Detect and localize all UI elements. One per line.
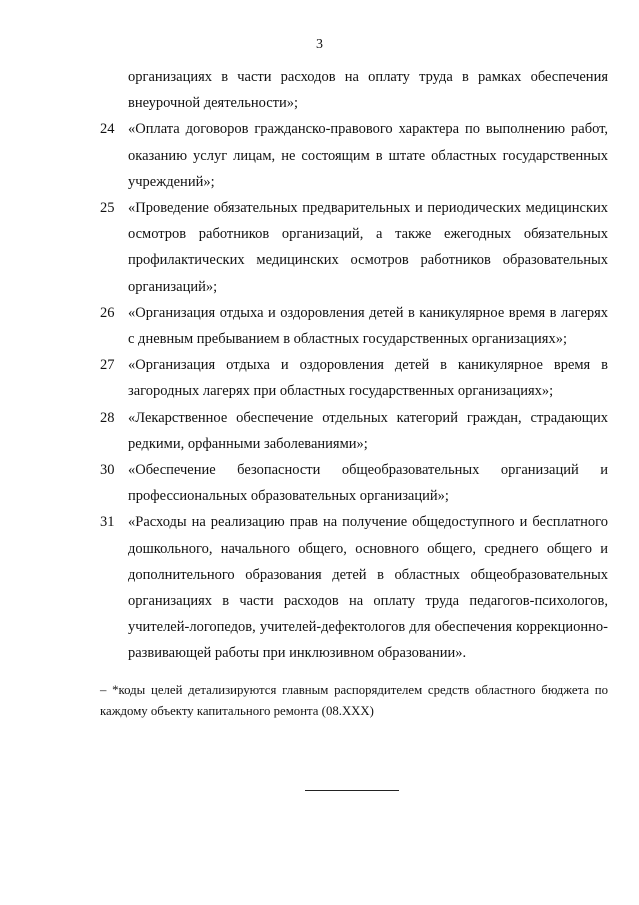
page-number: 3 — [316, 37, 323, 52]
paragraph-text: «Лекарственное обеспечение отдельных категорий граждан, страдающих редкими, орфанными заболеваниями»; — [128, 409, 608, 452]
paragraph-30 — [100, 457, 608, 509]
paragraph-text: «Оплата договоров гражданско-правового характера по выполнению работ, оказанию услуг лицам, не состоящим в штате областных государственных учреждений»; — [128, 121, 608, 190]
paragraph-24 — [100, 116, 608, 195]
paragraph-number: 28 — [100, 409, 115, 426]
paragraph-28 — [100, 405, 608, 457]
document-body — [100, 64, 608, 667]
paragraph-number: 26 — [100, 304, 115, 321]
paragraph-continuation — [100, 64, 608, 116]
paragraph-number: 24 — [100, 121, 115, 138]
paragraph-text: «Проведение обязательных предварительных и периодических медицинских осмотров работников организаций, а также ежегодных обязательных профилактических медицинских осмотров работников образовательных организаций»; — [128, 200, 608, 295]
paragraph-text: «Организация отдыха и оздоровления детей в каникулярное время в лагерях с дневным пребыванием в областных государственных организациях»; — [128, 304, 608, 348]
footnote: – *коды целей детализируются главным распорядителем средств областного бюджета по каждому объекту капитального ремонта (08.ХХХ) — [100, 683, 608, 718]
paragraph-number: 30 — [100, 462, 115, 479]
paragraph-31 — [100, 509, 608, 666]
paragraph-number: 31 — [100, 514, 115, 531]
paragraph-text: «Организация отдыха и оздоровления детей в каникулярное время в загородных лагерях при областных государственных организациях»; — [128, 357, 608, 400]
paragraph-text: организациях в части расходов на оплату труда в рамках обеспечения внеурочной деятельности»; — [128, 69, 608, 112]
paragraph-number: 25 — [100, 200, 115, 217]
paragraph-number: 27 — [100, 357, 115, 374]
paragraph-text: «Расходы на реализацию прав на получение общедоступного и бесплатного дошкольного, начального общего, основного общего, среднего общего и дополнительного образования детей в областных общеобразовательных организациях в части расходов на оплату труда педагогов-психологов, учителей-логопедов, учителей-дефектологов для обеспечения коррекционно-развивающей работы при инклюзивном образовании». — [128, 514, 608, 662]
paragraph-text: «Обеспечение безопасности общеобразовательных организаций и профессиональных образовательных организаций»; — [128, 462, 608, 505]
paragraph-25 — [100, 195, 608, 300]
paragraph-27 — [100, 352, 608, 404]
end-of-document-rule — [305, 790, 399, 791]
paragraph-26 — [100, 300, 608, 352]
